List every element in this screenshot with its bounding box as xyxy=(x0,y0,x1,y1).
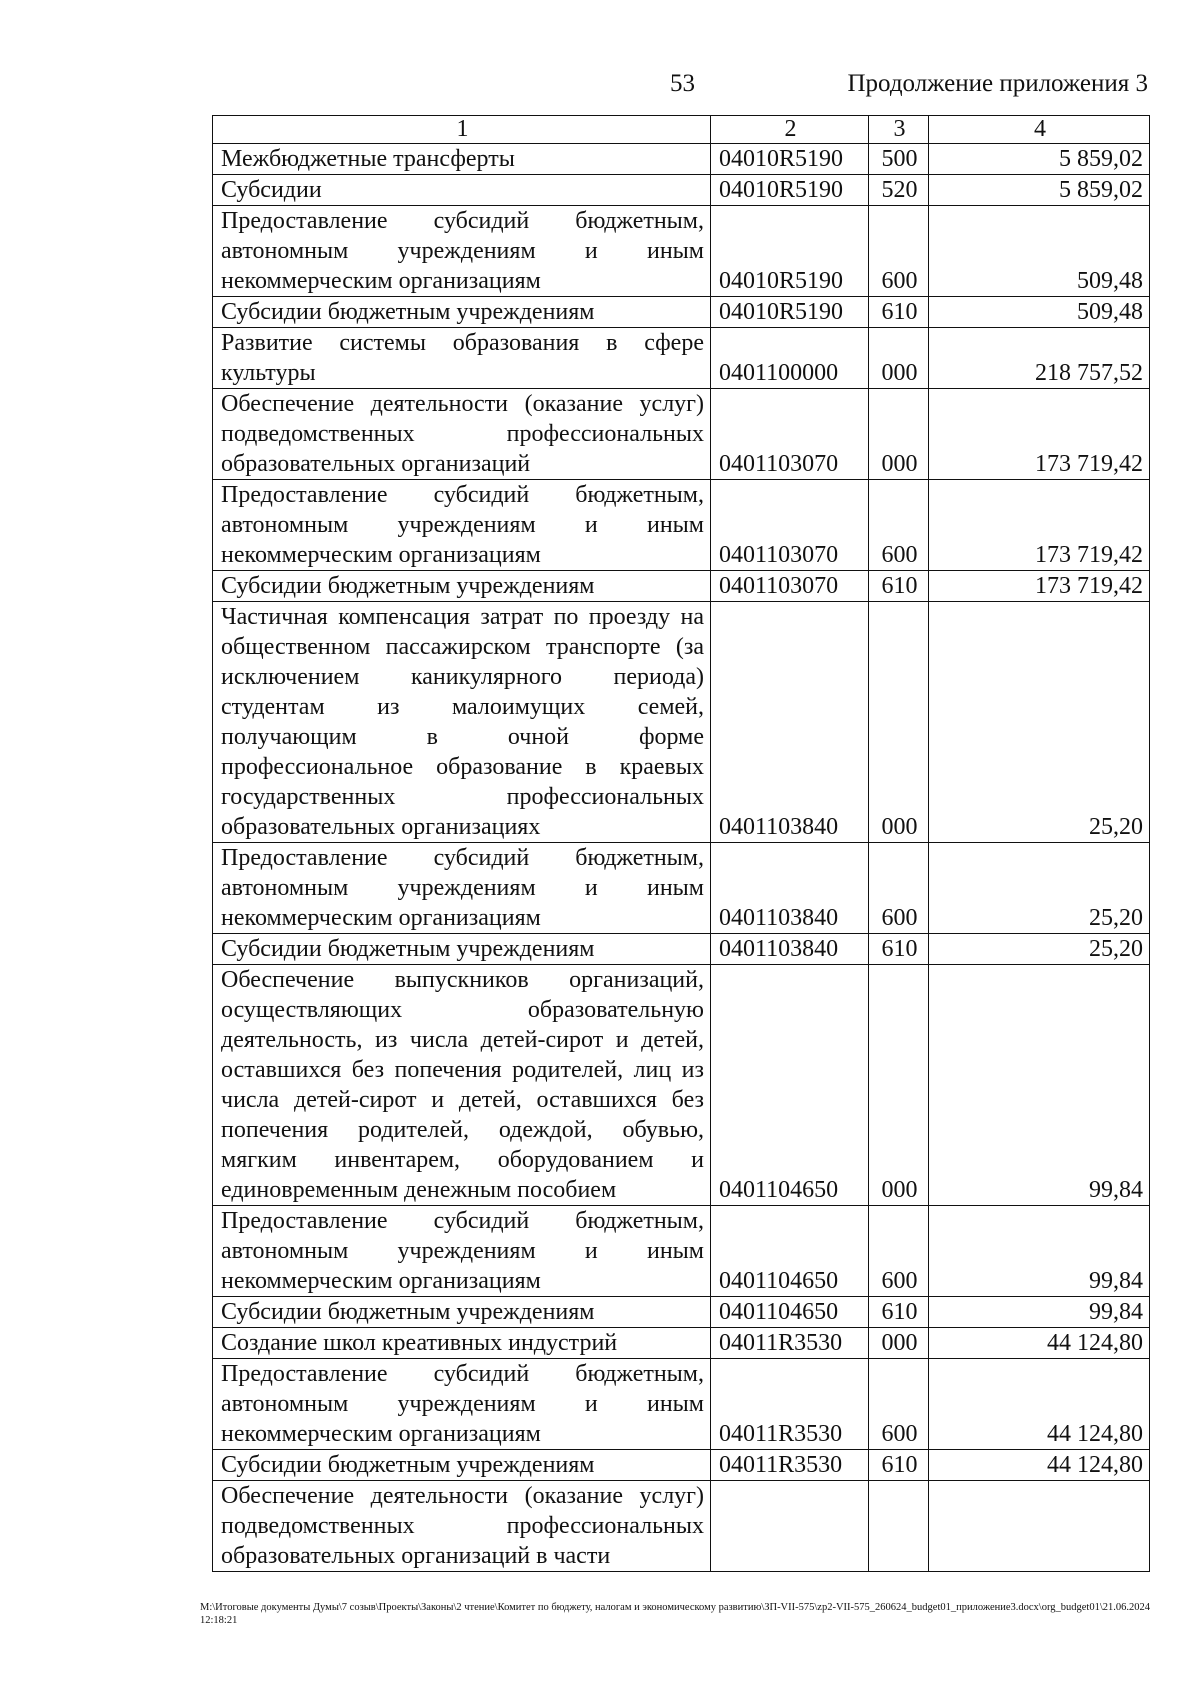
row-name-cell: Субсидии бюджетным учреждениям xyxy=(213,1297,711,1328)
table-row xyxy=(213,1481,1150,1572)
row-sum-cell: 99,84 xyxy=(929,965,1150,1206)
row-sum-cell: 25,20 xyxy=(929,934,1150,965)
column-header: 1 xyxy=(213,116,711,144)
row-name-cell: Субсидии бюджетным учреждениям xyxy=(213,571,711,602)
table-row xyxy=(213,1297,1150,1328)
row-sum-cell: 173 719,42 xyxy=(929,480,1150,571)
table-row xyxy=(213,389,1150,480)
table-row xyxy=(213,144,1150,175)
row-code-cell: 04010R5190 xyxy=(711,206,869,297)
row-name-cell: Обеспечение выпускников организаций, осуществляющих образовательную деятельность, из числа детей-сирот и детей, оставшихся без попечения родителей, лиц из числа детей-сирот и детей, оставшихся без попечения родителей, одеждой, обувью, мягким инвентарем, оборудованием и единовременным денежным пособием xyxy=(213,965,711,1206)
row-code-cell: 04010R5190 xyxy=(711,175,869,206)
row-name-cell: Субсидии бюджетным учреждениям xyxy=(213,934,711,965)
row-code-cell: 04011R3530 xyxy=(711,1328,869,1359)
row-name-cell: Предоставление субсидий бюджетным, автономным учреждениям и иным некоммерческим организациям xyxy=(213,480,711,571)
row-kvr-cell: 000 xyxy=(869,389,929,480)
table-row xyxy=(213,297,1150,328)
table-row xyxy=(213,1328,1150,1359)
row-sum-cell: 5 859,02 xyxy=(929,144,1150,175)
row-sum-cell: 44 124,80 xyxy=(929,1328,1150,1359)
column-header: 4 xyxy=(929,116,1150,144)
row-kvr-cell: 600 xyxy=(869,1206,929,1297)
row-sum-cell: 218 757,52 xyxy=(929,328,1150,389)
budget-table xyxy=(212,115,1150,1572)
table-row xyxy=(213,1206,1150,1297)
table-row xyxy=(213,843,1150,934)
row-code-cell xyxy=(711,1481,869,1572)
document-path-footer: M:\Итоговые документы Думы\7 созыв\Проекты\Законы\2 чтение\Комитет по бюджету, налогам и экономическому развитию\ЗП-VII-575\zp2-VII-575_260624_budget01_приложение3.docx\org_budget01\21.06.2024 12:18:21 xyxy=(200,1602,1151,1626)
row-sum-cell: 509,48 xyxy=(929,297,1150,328)
row-sum-cell xyxy=(929,1481,1150,1572)
table-row xyxy=(213,328,1150,389)
row-sum-cell: 173 719,42 xyxy=(929,571,1150,602)
row-kvr-cell: 000 xyxy=(869,965,929,1206)
row-name-cell: Предоставление субсидий бюджетным, автономным учреждениям и иным некоммерческим организациям xyxy=(213,843,711,934)
row-sum-cell: 25,20 xyxy=(929,843,1150,934)
row-name-cell: Частичная компенсация затрат по проезду на общественном пассажирском транспорте (за исключением каникулярного периода) студентам из малоимущих семей, получающим в очной форме профессиональное образование в краевых государственных профессиональных образовательных организациях xyxy=(213,602,711,843)
row-code-cell: 0401100000 xyxy=(711,328,869,389)
row-kvr-cell: 000 xyxy=(869,602,929,843)
row-kvr-cell: 610 xyxy=(869,571,929,602)
row-sum-cell: 509,48 xyxy=(929,206,1150,297)
row-kvr-cell: 600 xyxy=(869,843,929,934)
row-name-cell: Обеспечение деятельности (оказание услуг) подведомственных профессиональных образовательных организаций в части xyxy=(213,1481,711,1572)
row-code-cell: 0401104650 xyxy=(711,965,869,1206)
table-row xyxy=(213,175,1150,206)
row-kvr-cell: 610 xyxy=(869,934,929,965)
row-sum-cell: 99,84 xyxy=(929,1297,1150,1328)
row-code-cell: 0401103840 xyxy=(711,934,869,965)
row-kvr-cell xyxy=(869,1481,929,1572)
row-code-cell: 04011R3530 xyxy=(711,1359,869,1450)
table-row xyxy=(213,1359,1150,1450)
row-name-cell: Межбюджетные трансферты xyxy=(213,144,711,175)
table-header-row xyxy=(213,116,1150,144)
row-sum-cell: 44 124,80 xyxy=(929,1450,1150,1481)
row-name-cell: Предоставление субсидий бюджетным, автономным учреждениям и иным некоммерческим организациям xyxy=(213,1359,711,1450)
row-sum-cell: 25,20 xyxy=(929,602,1150,843)
row-sum-cell: 44 124,80 xyxy=(929,1359,1150,1450)
row-code-cell: 0401103070 xyxy=(711,571,869,602)
column-header: 2 xyxy=(711,116,869,144)
column-header: 3 xyxy=(869,116,929,144)
budget-table-body xyxy=(213,116,1150,1572)
table-row xyxy=(213,480,1150,571)
row-sum-cell: 99,84 xyxy=(929,1206,1150,1297)
row-kvr-cell: 610 xyxy=(869,1297,929,1328)
continuation-title: Продолжение приложения 3 xyxy=(847,70,1148,97)
row-kvr-cell: 600 xyxy=(869,480,929,571)
row-name-cell: Субсидии бюджетным учреждениям xyxy=(213,1450,711,1481)
table-row xyxy=(213,602,1150,843)
table-row xyxy=(213,206,1150,297)
table-row xyxy=(213,1450,1150,1481)
row-kvr-cell: 500 xyxy=(869,144,929,175)
row-code-cell: 0401104650 xyxy=(711,1297,869,1328)
row-name-cell: Развитие системы образования в сфере культуры xyxy=(213,328,711,389)
row-code-cell: 0401103840 xyxy=(711,843,869,934)
row-kvr-cell: 520 xyxy=(869,175,929,206)
row-name-cell: Субсидии бюджетным учреждениям xyxy=(213,297,711,328)
table-row xyxy=(213,965,1150,1206)
row-name-cell: Обеспечение деятельности (оказание услуг) подведомственных профессиональных образовательных организаций xyxy=(213,389,711,480)
row-code-cell: 0401103070 xyxy=(711,389,869,480)
row-name-cell: Предоставление субсидий бюджетным, автономным учреждениям и иным некоммерческим организациям xyxy=(213,206,711,297)
page-number: 53 xyxy=(670,70,695,97)
row-sum-cell: 173 719,42 xyxy=(929,389,1150,480)
row-sum-cell: 5 859,02 xyxy=(929,175,1150,206)
row-kvr-cell: 000 xyxy=(869,328,929,389)
row-kvr-cell: 000 xyxy=(869,1328,929,1359)
row-code-cell: 04011R3530 xyxy=(711,1450,869,1481)
row-kvr-cell: 600 xyxy=(869,1359,929,1450)
row-name-cell: Создание школ креативных индустрий xyxy=(213,1328,711,1359)
table-row xyxy=(213,571,1150,602)
row-name-cell: Субсидии xyxy=(213,175,711,206)
row-code-cell: 0401103840 xyxy=(711,602,869,843)
row-kvr-cell: 610 xyxy=(869,1450,929,1481)
row-kvr-cell: 610 xyxy=(869,297,929,328)
row-code-cell: 04010R5190 xyxy=(711,297,869,328)
row-kvr-cell: 600 xyxy=(869,206,929,297)
table-row xyxy=(213,934,1150,965)
row-name-cell: Предоставление субсидий бюджетным, автономным учреждениям и иным некоммерческим организациям xyxy=(213,1206,711,1297)
row-code-cell: 04010R5190 xyxy=(711,144,869,175)
row-code-cell: 0401103070 xyxy=(711,480,869,571)
row-code-cell: 0401104650 xyxy=(711,1206,869,1297)
